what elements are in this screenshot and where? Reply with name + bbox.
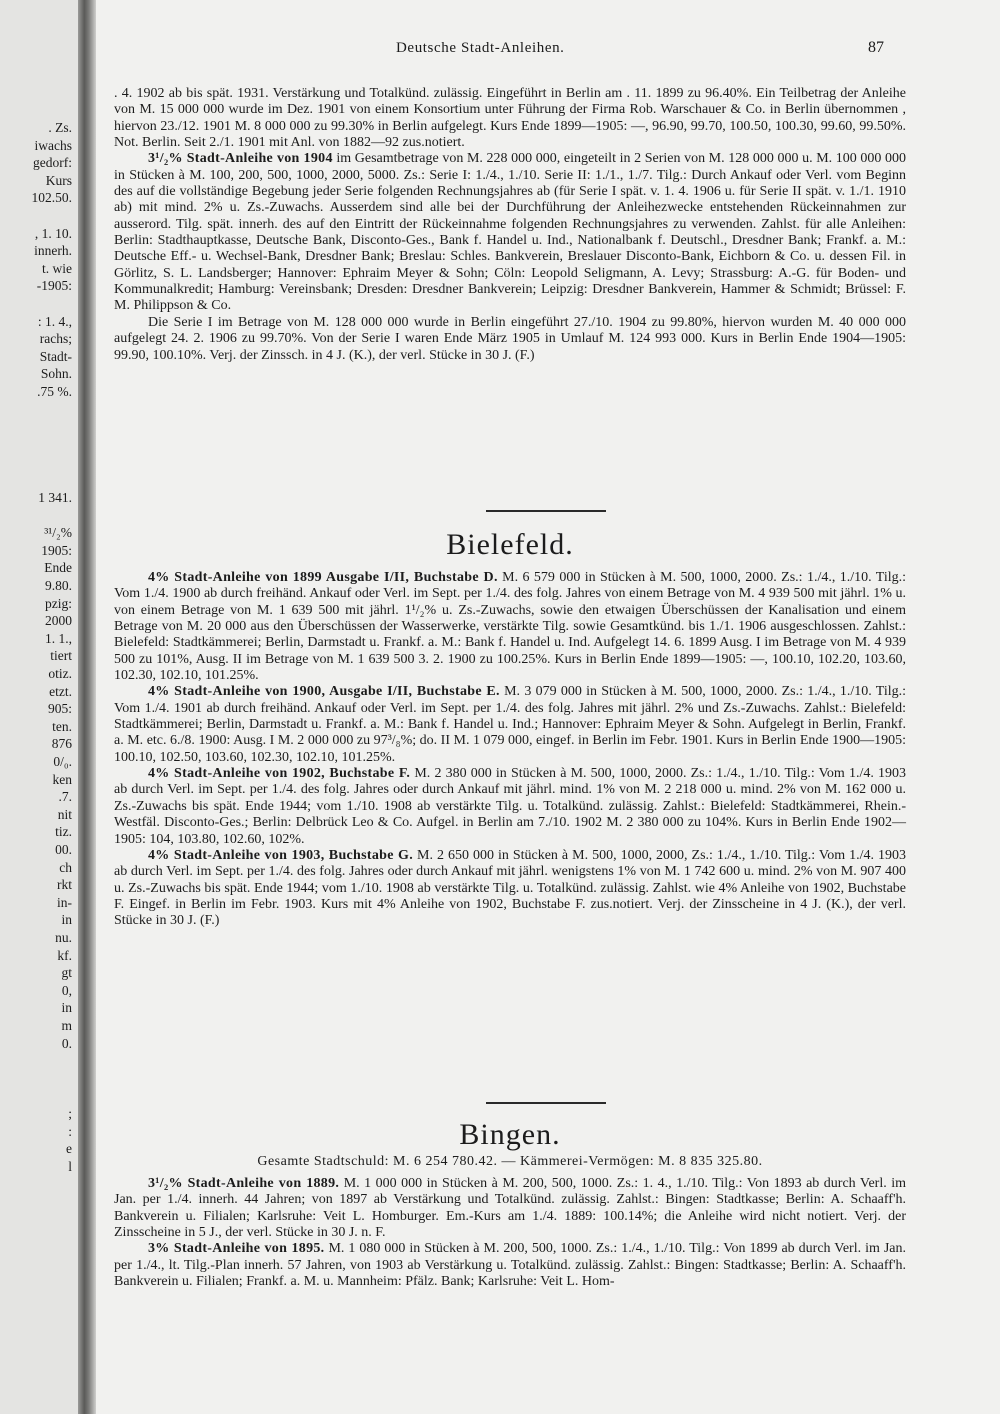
stadtschuld-line: Gesamte Stadtschuld: M. 6 254 780.42. — Kämmerei-Vermögen: M. 8 835 325.80.: [257, 1154, 763, 1169]
anleihe-title: 4% Stadt-Anleihe von 1900, Ausgabe I/II, Buchstabe E.: [148, 684, 500, 700]
margin-fragment: Kurs: [45, 172, 72, 188]
margin-fragment: 102.50.: [31, 190, 72, 206]
margin-fragment: otiz.: [48, 666, 72, 681]
margin-fragment: ch: [59, 859, 72, 875]
margin-fragment: .75 %.: [37, 384, 72, 399]
anleihe-title: 4% Stadt-Anleihe von 1903, Buchstabe G.: [148, 847, 414, 863]
margin-fragment: tiz.: [55, 824, 72, 840]
margin-fragment: -1905:: [36, 278, 72, 294]
margin-fragment: , 1. 10.: [34, 225, 72, 241]
section-rule: [486, 1102, 606, 1104]
margin-fragment: .7.: [58, 789, 72, 805]
anleihe-body: M. 6 579 000 in Stücken à M. 500, 1000, 2000. Zs.: 1./4., 1./10. Tilg.: Vom 1./4. 1900 ab durch freihänd. Ankauf oder Verl. im Sept. per 1./4. des folg. Jahres von einem Betrage von M. 4 939 500 mit jährl. 1% u. von einem Betrage von M. 1 639 500 mit jährl. 1¹/₂% u. Zs.-Zuwachs, sowie den etwaigen Überschüssen der Kanalisation und einem Betrage von M. 20 000 aus den Überschüssen der Wasserwerke, verstärkte Tilg. sowie Gesamtkünd. bis 1./1. 1906 ausgeschlossen. Zahlst.: Bielefeld: Stadtkämmerei; Berlin, Darmstadt u. Frankf. a. M.: Bank f. Handel u. Ind. Aufgelegt 14. 6. 1899 Ausg. I im Betrage von M. 4 939 500 zu 101%, Ausg. II im Betrage von M. 1 639 500 3. 2. 1900 zu 100.25%. Kurs in Berlin Ende 1899—1905: —, 100.10, 102.20, 103.60, 102.30, 102.10, 101.25%.: [114, 570, 906, 684]
anleihe-title: 3% Stadt-Anleihe von 1895.: [148, 1241, 325, 1257]
bielefeld-section: [114, 570, 906, 930]
margin-fragment: nu.: [55, 930, 72, 945]
margin-fragment: . Zs.: [48, 120, 72, 135]
margin-fragment: ten.: [52, 718, 72, 734]
margin-fragment: 1 341.: [38, 490, 72, 505]
margin-fragment: 905:: [47, 701, 72, 717]
margin-fragment: m: [61, 1018, 72, 1033]
margin-fragment: Sohn.: [40, 366, 72, 382]
margin-fragment: in: [61, 912, 72, 928]
margin-fragment: 0,: [61, 982, 72, 998]
margin-fragment: Ende: [44, 560, 72, 576]
margin-fragment: :: [68, 1123, 72, 1139]
berlin-continuation: [114, 86, 906, 364]
running-head: Deutsche Stadt-Anleihen.: [396, 40, 565, 56]
margin-fragment: 1905:: [41, 542, 72, 558]
bielefeld-anleihe-1899: [114, 570, 906, 684]
berlin-paragraph-3: Die Serie I im Betrage von M. 128 000 000 wurde in Berlin eingeführt 27./10. 1904 zu 99.80%, hiervon wurden M. 40 000 000 aufgelegt 24. 2. 1906 zu 99.70%. Von der Serie I waren Ende März 1905 in Umlauf M. 124 993 000. Kurs in Berlin Ende 1904—1905: 99.90, 100.10%. Verj. der Zinssch. in 4 J. (K.), der verl. Stücke in 30 J. (F.): [114, 314, 906, 363]
anleihe-body: M. 3 079 000 in Stücken à M. 500, 1000, 2000. Zs.: 1./4., 1./10. Tilg.: Vom 1./4. 1901 ab durch freihänd. Ankauf oder Verl. im Sept. per 1./4. des folg. Jahres mit jährl. 2% und Zs.-Zuwachs. Zahlst.: Bielefeld: Stadtkämmerei; Berlin, Darmstadt u. Frankf. a. M.: Bank f. Handel u. Ind.; Hannover: Ephraim Meyer & Sohn. Aufgelegt in Berlin, Frankf. a. M. etc. 6./8. 1900: Ausg. I M. 2 000 000 zu 97³/₈%; do. II M. 1 079 000, eingef. in Berlin im Febr. 1901. Kurs in Berlin Ende 1900—1905: 100.10, 102.50, 103.60, 102.30, 102.10, 101.25%.: [114, 684, 907, 765]
margin-fragment: 876: [51, 736, 72, 752]
margin-fragment: ken: [52, 771, 72, 787]
bielefeld-anleihe-1902: [114, 766, 906, 848]
page-header: [96, 40, 1000, 60]
book-gutter: [78, 0, 96, 1414]
bingen-anleihe-1895: [114, 1241, 906, 1290]
margin-fragment: l: [68, 1158, 72, 1174]
bielefeld-anleihe-1903: [114, 848, 906, 930]
margin-fragment: 2000: [45, 613, 72, 629]
section-heading-bielefeld: Bielefeld.: [446, 528, 574, 561]
bingen-section: [114, 1176, 906, 1290]
section-rule: [486, 510, 606, 512]
margin-fragment: gt: [61, 965, 72, 981]
margin-fragment: 0.: [61, 1035, 72, 1051]
margin-fragment: ³¹/₂%: [44, 525, 72, 541]
berlin-anleihe-1904: [114, 151, 906, 314]
margin-fragment: rkt: [57, 877, 72, 893]
margin-fragment: etzt.: [49, 683, 72, 699]
margin-fragment: 0/₀.: [53, 754, 72, 769]
margin-fragment: in-: [57, 894, 72, 910]
margin-fragment: nit: [57, 806, 72, 822]
margin-fragment: : 1. 4.,: [37, 313, 72, 329]
anleihe-title: 4% Stadt-Anleihe von 1902, Buchstabe F.: [148, 766, 411, 782]
margin-fragment: tiert: [50, 648, 72, 664]
margin-fragment: ;: [68, 1106, 72, 1121]
anleihe-body: M. 2 650 000 in Stücken à M. 500, 1000, 2000, Zs.: 1./4., 1./10. Tilg.: Vom 1./4. 1903 ab durch Verl. im Sept. per 1./4. des folg. Jahres oder durch Ankauf mit jährl. wenigstens 1% von M. 1 742 600 u. mind. 2% von M. 907 400 u. Zs.-Zuwachs bis spät. Ende 1944; vom 1./10. 1908 ab verstärkte Tilg. u. Totalkünd. zulässig. Zahlst. wie 4% Anleihe von 1902, Buchstabe F. Eingef. in Berlin im Febr. 1903. Kurs mit 4% Anleihe von 1902, Buchstabe F. zus.notiert. Verj. der Zinsscheine in 4 J. (K.), der verl. Stücke in 30 J. (F.): [114, 847, 906, 929]
margin-fragment: Stadt-: [39, 348, 72, 364]
margin-fragment: e: [66, 1141, 72, 1157]
anleihe-body: M. 1 080 000 in Stücken à M. 200, 500, 1000. Zs.: 1./4., 1./10. Tilg.: Von 1899 ab durch Verl. im Jan. per 1./4., lt. Tilg.-Plan innerh. 57 Jahren, von 1903 ab Verstärkung u. Totalkünd. zulässig. Zahlst.: Bingen: Stadtkasse; Berlin: A. Schaaff'h. Bankverein u. Filialen; Frankf. a. M. u. Mannheim: Pfälz. Bank; Karlsruhe: Veit L. Hom-: [114, 1241, 906, 1290]
margin-fragment: pzig:: [45, 595, 72, 611]
margin-fragment: 1. 1.,: [45, 630, 72, 646]
margin-fragment: t. wie: [42, 260, 72, 276]
bielefeld-anleihe-1900: [114, 684, 906, 766]
margin-fragment: iwachs: [34, 137, 72, 153]
margin-fragment: in: [61, 1000, 72, 1016]
anleihe-body: M. 2 380 000 in Stücken à M. 500, 1000, 2000. Zs.: 1./4., 1./10. Tilg.: Vom 1./4. 1903 ab durch Verl. im Sept. per 1./4. des folg. Jahres oder durch Ankauf mit jährl. mind. 1% von M. 2 218 000 u. mind. 2% von M. 162 000 u. Zs.-Zuwachs bis spät. Ende 1944; vom 1./10. 1908 ab verstärkte Tilg. u. Totalkünd. zulässig. Zahlst.: Bielefeld: Stadtkämmerei, Rhein.-Westfäl. Disconto-Ges.; Berlin: Delbrück Leo & Co. Aufgel. in Berlin am 7./10. 1902 M. 2 380 000 zu 104%. Kurs in Berlin Ende 1902—1905: 104, 103.80, 102.60, 102%.: [114, 766, 906, 847]
adjacent-page-margin: [0, 0, 78, 1414]
anleihe-body: M. 1 000 000 in Stücken à M. 200, 500, 1000. Zs.: 1. 4., 1./10. Tilg.: Von 1893 ab durch Verl. im Jan. per 1./4. innerh. 44 Jahren; von 1897 ab Verstärkung und Totalkünd. zulässig. Zahlst.: Bingen: Stadtkasse; Berlin: A. Schaaff'h. Bankverein u. Filialen; Karlsruhe: Veit L. Homburger. Em.-Kurs am 1./4. 1889: 100.14%; die Anleihe wird nicht notiert. Verj. der Zinsscheine in 5 J., der verl. Stücke in 30 J. n. F.: [114, 1176, 907, 1241]
book-page: [96, 0, 1000, 1414]
anleihe-body: im Gesamtbetrage von M. 228 000 000, eingeteilt in 2 Serien von M. 128 000 000 u. M. 100 000 000 in Stücken à M. 100, 200, 500, 1000, 2000, 5000. Zs.: Serie I: 1./4., 1./10. Serie II: 1./1., 1./7. Tilg.: Durch Ankauf oder Verl. vom Beginn des auf die vollständige Begebung jeder Serie folgenden Rechnungsjahres ab (für Serie I spät. v. 1. 4. 1906 u. für Serie II spät. v. 1./1. 1910 ab) mit mind. 2% u. Zs.-Zuwachs. Ausserdem sind alle bei der Durchführung der Anleihezwecke entstehenden Rückeinnahmen zur ausserord. Tilg. spät. innerh. des auf den Eintritt der Rückeinnahme folgenden Rechnungsjahres zu verwenden. Zahlst. für alle Anleihen: Berlin: Stadthauptkasse, Deutsche Bank, Disconto-Ges., Bank f. Handel u. Ind., Nationalbank f. Deutschl., Dresdner Bank; Frankf. a. M.: Deutsche Eff.- u. Wechsel-Bank, Dresdner Bank; Breslau: Schles. Bankverein, Breslauer Disconto-Bank, Eichborn & Co. u. dessen Fil. in Görlitz, S. L. Landsberger; Hannover: Ephraim Meyer & Sohn; Cöln: Leopold Seligmann, A. Levy; Strassburg: A.-G. für Boden- und Kommunalkredit; Hamburg: Vereinsbank; Dresden: Dresdner Bankverein; Leipzig: Dresdner Bankverein, Hammer & Schmidt; Brüssel: F. M. Philippson & Co.: [114, 151, 906, 314]
margin-fragment: rachs;: [39, 331, 72, 347]
page-number: 87: [868, 39, 884, 56]
margin-fragment: kf.: [57, 947, 72, 963]
section-heading-bingen: Bingen.: [459, 1118, 561, 1151]
margin-fragment: gedorf:: [33, 155, 72, 171]
bingen-anleihe-1889: [114, 1176, 906, 1241]
anleihe-title: 3¹/₂% Stadt-Anleihe von 1904: [148, 151, 333, 167]
berlin-paragraph-1: . 4. 1902 ab bis spät. 1931. Verstärkung und Totalkünd. zulässig. Eingeführt in Berlin am . 11. 1899 zu 96.40%. Ein Teilbetrag der Anleihe von M. 15 000 000 wurde im Dez. 1901 von einem Konsortium unter Führung der Firma Rob. Warschauer & Co. in Berlin übernommen , hiervon 23./12. 1901 M. 8 000 000 zu 99.30% in Berlin aufgelegt. Kurs Ende 1899—1905: —, 96.90, 99.70, 100.50, 100.30, 99.60, 99.50%. Not. Berlin. Seit 2./1. 1901 mit Anl. von 1882—92 zus.notiert.: [114, 86, 906, 151]
margin-fragment: 00.: [55, 842, 72, 857]
anleihe-title: 4% Stadt-Anleihe von 1899 Ausgabe I/II, Buchstabe D.: [148, 570, 498, 585]
margin-fragment: 9.80.: [45, 578, 72, 593]
anleihe-title: 3¹/₂% Stadt-Anleihe von 1889.: [148, 1176, 340, 1191]
margin-fragment: innerh.: [34, 243, 72, 259]
